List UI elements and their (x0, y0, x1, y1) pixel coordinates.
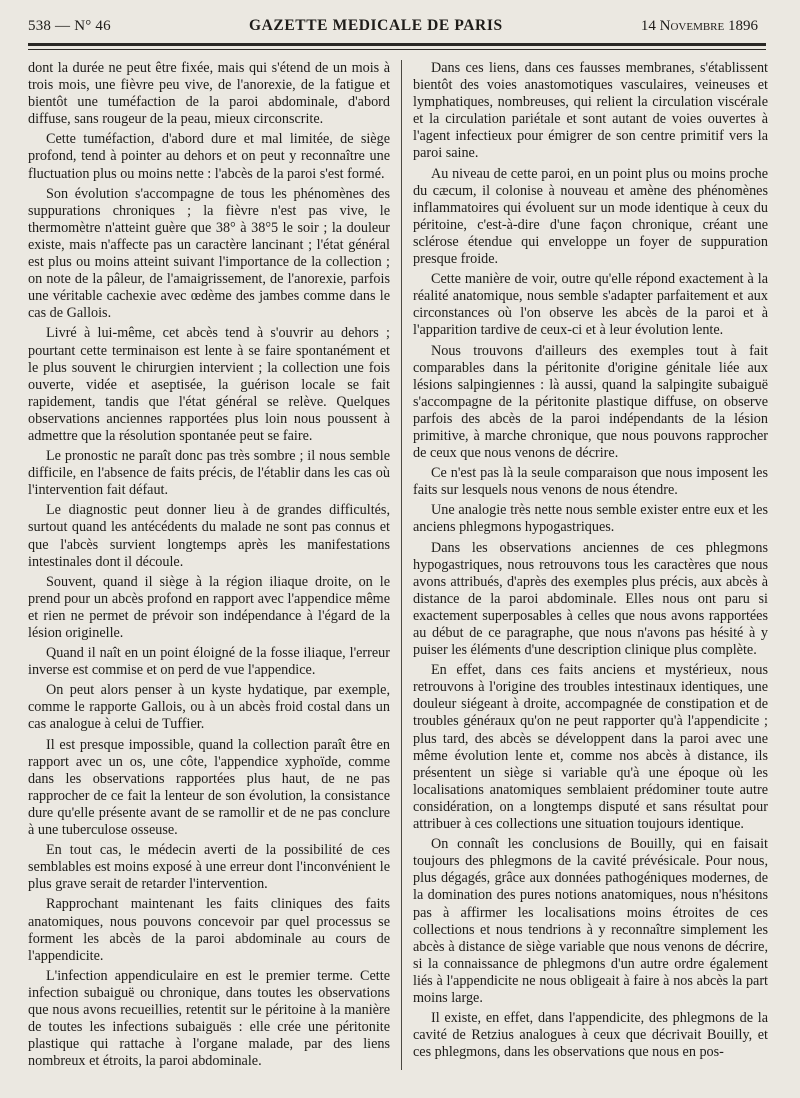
paragraph: Au niveau de cette paroi, en un point plus ou moins proche du cæcum, il colonise à nouveau et amène des phénomènes inflammatoires qui évoluent sur un mode identique à ceux du péritoine, c'est-à-dire d'une façon chronique, créant une sclérose étendue qui enveloppe un foyer de suppuration presque froide. (413, 165, 768, 268)
right-column (413, 60, 768, 1090)
paragraph: On peut alors penser à un kyste hydatique, par exemple, comme le rapporte Gallois, ou à un abcès froid costal dans un cas analogue à celui de Tuffier. (28, 682, 390, 733)
paragraph: Quand il naît en un point éloigné de la fosse iliaque, l'erreur inverse est commise et on perd de vue l'appendice. (28, 645, 390, 679)
paragraph: En tout cas, le médecin averti de la possibilité de ces semblables est moins exposé à une erreur dont l'inconvénient le plus grave serait de retarder l'intervention. (28, 842, 390, 893)
paragraph: Il existe, en effet, dans l'appendicite, des phlegmons de la cavité de Retzius analogues à ceux que décrivait Bouilly, et ces phlegmons, dans les observations que nous en pos- (413, 1010, 768, 1061)
paragraph: Une analogie très nette nous semble exister entre eux et les anciens phlegmons hypogastriques. (413, 502, 768, 536)
paragraph: L'infection appendiculaire en est le premier terme. Cette infection subaiguë ou chronique, dans toutes les observations que nous avons recueillies, retentit sur le péritoine à la manière de toutes les infections subaiguës : elle crée une péritonite plastique qui rattache à l'organe malade, par des liens nombreux et étroits, la paroi abdominale. (28, 967, 390, 1070)
paragraph: Cette tuméfaction, d'abord dure et mal limitée, de siège profond, tend à pointer au dehors et on peut y reconnaître une fluctuation plus ou moins nette : l'abcès de la paroi s'est formé. (28, 131, 390, 182)
column-divider (401, 60, 402, 1070)
paragraph: Dans ces liens, dans ces fausses membranes, s'établissent bientôt des voies anastomotiques vasculaires, veineuses et lymphatiques, nombreuses, qui relient la circulation viscérale et la circulation pariétale et sont autant de voies ouvertes à l'agent infectieux pour émigrer de son centre primitif vers la paroi saine. (413, 60, 768, 162)
paragraph: Son évolution s'accompagne de tous les phénomènes des suppurations chroniques ; la fièvre n'est pas vive, le thermomètre n'atteint guère que 38° à 38°5 le soir ; la douleur existe, mais n'affecte pas un caractère lancinant ; l'état général est plus ou moins atteint suivant l'importance de la collection ; on note de la pâleur, de l'amaigrissement, de l'anorexie, parfois une véritable cachexie avec œdème des jambes comme dans le cas de Gallois. (28, 185, 390, 322)
header-rule-thick (28, 43, 766, 46)
paragraph: Cette manière de voir, outre qu'elle répond exactement à la réalité anatomique, nous semble s'adapter parfaitement et aux circonstances où l'on observe les abcès de la paroi et à l'apparition tardive de ceux-ci et à leur évolution lente. (413, 271, 768, 339)
paragraph: En effet, dans ces faits anciens et mystérieux, nous retrouvons à l'origine des troubles intestinaux identiques, une douleur siégeant à droite, accompagnée de constipation et de troubles généraux qu'on ne peut rapporter qu'à l'appendicite ; plus tard, des abcès se développent dans la paroi avec une même évolution lente et, comme nos abcès à distance, ils présentent un siège si variable qu'à une époque où les localisations anatomiques semblaient prédominer toute autre considération, on a longtemps disputé et sans résultat pour attribuer à ces collections une situation toujours identique. (413, 662, 768, 833)
journal-title: GAZETTE MEDICALE DE PARIS (248, 17, 503, 34)
paragraph: Dans les observations anciennes de ces phlegmons hypogastriques, nous retrouvons tous les caractères que nous avons attribués, d'après des exemples plus précis, aux abcès à distance de la paroi abdominale. Elles nous ont paru si exactement superposables à celles que nous avons rapportées au début de ce paragraphe, que nous n'avons pas hésité à y puiser les éléments d'une description clinique plus complète. (413, 539, 768, 659)
paragraph: On connaît les conclusions de Bouilly, qui en faisait toujours des phlegmons de la cavité prévésicale. Pour nous, plus dégagés, grâce aux données pathogéniques modernes, de la domination des pures notions anatomiques, nous n'hésitons pas à affirmer les localisations moins étroites de ces collections et nous tendrions à y reconnaître simplement les abcès à distance de siège variable que nous venons de décrire, si la connaissance de phlegmons d'un autre ordre également liés à l'appendicite ne nous obligeait à faire à nos abcès la part moins large. (413, 836, 768, 1006)
paragraph: Rapprochant maintenant les faits cliniques des faits anatomiques, nous pouvons concevoir par quel processus se forment les abcès de la paroi abdominale au cours de l'appendicite. (28, 896, 390, 964)
header-rule-thin (28, 49, 766, 50)
page-number: 538 — N° 46 (28, 18, 111, 34)
paragraph: Le diagnostic peut donner lieu à de grandes difficultés, surtout quand les antécédents du malade ne sont pas connus et que l'abcès survient longtemps après les manifestations intestinales dont il découle. (28, 502, 390, 570)
running-header (28, 17, 758, 43)
left-column (28, 60, 390, 1090)
paragraph: Livré à lui-même, cet abcès tend à s'ouvrir au dehors ; pourtant cette terminaison est lente à se faire spontanément et le plus souvent le chirurgien intervient ; la collection une fois ouverte, vidée et aseptisée, la guérison locale se fait rapidement, tandis que l'état général se relève. Quelques observations anciennes rapportées plus loin nous poussent à admettre que la résolution spontanée peut se faire. (28, 325, 390, 444)
paragraph: Le pronostic ne paraît donc pas très sombre ; il nous semble difficile, en l'absence de faits précis, de l'établir dans les cas où l'intervention fait défaut. (28, 448, 390, 499)
paragraph: Ce n'est pas là la seule comparaison que nous imposent les faits sur lesquels nous venons de nous étendre. (413, 465, 768, 499)
paragraph: Souvent, quand il siège à la région iliaque droite, on le prend pour un abcès profond en rapport avec l'appendice même et rien ne permet de prévoir son indépendance à l'égard de la lésion originelle. (28, 573, 390, 641)
issue-date: 14 Novembre 1896 (640, 18, 758, 34)
paragraph: Nous trouvons d'ailleurs des exemples tout à fait comparables dans la péritonite d'origine génitale liée aux lésions salpingiennes : là aussi, quand la salpingite subaiguë s'accompagne de la péritonite plastique diffuse, on observe parfois des abcès de la paroi indépendants de la lésion primitive, à marche chronique, que nous pouvons rapprocher de ceux que nous venons de décrire. (413, 342, 768, 462)
paragraph: Il est presque impossible, quand la collection paraît être en rapport avec un os, une côte, l'appendice xyphoïde, comme dans les observations rapportées plus haut, de ne pas rapprocher de ce fait la lenteur de son évolution, la consistance dure qu'elle présente avant de se ramollir et de ne pas conclure à une tuberculose osseuse. (28, 736, 390, 839)
paragraph: dont la durée ne peut être fixée, mais qui s'étend de un mois à trois mois, une fièvre peu vive, de l'anorexie, de la fatigue et bientôt une tuméfaction de la paroi abdominale, d'abord diffuse, sans rougeur de la peau, mieux circonscrite. (28, 60, 390, 128)
